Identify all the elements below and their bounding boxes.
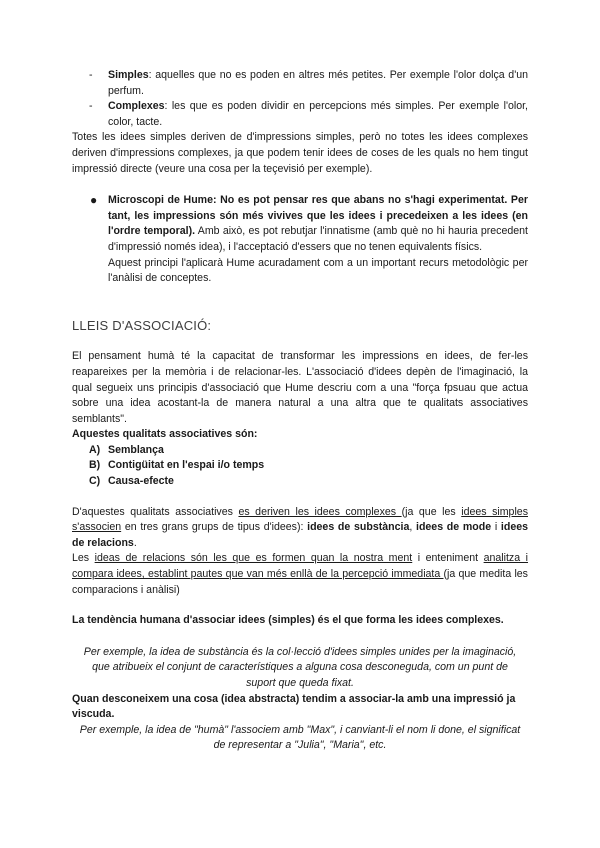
list-term: Simples [108, 69, 149, 81]
bullet-microscopi [72, 193, 528, 287]
list-item [72, 474, 528, 490]
bold-text: idees de mode [416, 521, 492, 534]
text-run: . [133, 536, 137, 549]
quality-label: Causa-efecte [108, 475, 174, 488]
list-item [72, 99, 528, 130]
document-page [72, 68, 528, 754]
list-term: Complexes [108, 100, 165, 113]
quality-label: Semblança [108, 443, 164, 456]
list-item [72, 443, 528, 459]
paragraph-idees-simples: Totes les idees simples deriven de d'impressions simples, però no totes les idees complexes deriven d'impressions complexes, ja que podem tenir idees de coses de les quals no hem tingut impressió directe (veure una cosa per la teçevisió per exemple). [72, 131, 528, 175]
text-run: i [491, 521, 501, 534]
bold-statement-tendencia: La tendència humana d'associar idees (simples) és el que forma les idees complexes. [72, 614, 504, 627]
text-run: i enteniment [412, 552, 484, 565]
qualities-title: Aquestes qualitats associatives són: [72, 428, 258, 441]
text-run: , [409, 521, 416, 534]
list-letter: A) [89, 443, 101, 456]
list-dash: - [89, 100, 93, 113]
underlined-text: es deriven les idees complexes [238, 505, 402, 518]
text-run: D'aquestes qualitats associatives [72, 505, 239, 518]
paragraph-relacions [72, 551, 528, 598]
quality-label: Contigüitat en l'espai i/o temps [108, 459, 265, 472]
text-run: (ja que medita les comparacions i anàlisi) [72, 568, 528, 596]
bullet-text: Amb això, es pot rebutjar l'innatisme (amb què no hi hauria precedent d'impressió només idea), i l'acceptació d'essers que no tenen equivalents físics. [108, 225, 528, 253]
text-run: en tres grans grups de tipus d'idees): [121, 521, 308, 534]
paragraph-qualitats [72, 505, 528, 552]
list-text: : aquelles que no es poden en altres més petites. Per exemple l'olor dolça d'un perfum. [108, 69, 528, 97]
list-item [72, 458, 528, 474]
bullet-bold-text: Microscopi de Hume: No es pot pensar res que abans no s'hagi experimentat. Per tant, les impressions són més vivives que les idees i precedeixen a les idees (en l'ordre temporal). [108, 194, 528, 238]
text-run: Les [72, 552, 95, 565]
list-letter: C) [89, 475, 101, 488]
text-run: (ja que les [401, 505, 462, 518]
bold-statement-desconeixem: Quan desconeixem una cosa (idea abstracta) tendim a associar-la amb una impressió ja viscuda. [72, 692, 516, 721]
bullet-dot: ● [90, 193, 98, 208]
bold-text: idees de substància [307, 521, 410, 534]
percepcions-list [72, 68, 528, 130]
section-heading: LLEIS D'ASSOCIACIÓ: [72, 317, 212, 333]
list-text: : les que es poden dividir en percepcions més simples. Per exemple l'olor, color, tacte. [108, 100, 528, 128]
underlined-text: analitza i compara idees, establint pautes que van més enllà de la percepció immediata [72, 552, 529, 581]
example-substancia: Per exemple, la idea de substància és la col·lecció d'idees simples unides per la imaginació, que atribueix el conjunt de característiques a alguna cosa desconeguda, com un punt de suport que queda fixat. [83, 645, 517, 689]
underlined-text: ideas de relacions són les que es formen quan la nostra ment [94, 552, 413, 565]
bold-text: idees de relacions [72, 521, 528, 549]
bullet-text-2: Aquest principi l'aplicarà Hume acuradament com a un important recurs metodològic per l'anàlisi de conceptes. [108, 256, 528, 285]
paragraph-pensament: El pensament humà té la capacitat de transformar les impressions en idees, de fer-les reapareixes per la memòria i de relacionar-les. L'associació d'idees depèn de l'imaginació, la qual segueix uns principis d'associació que Hume descriu com a una "força fpsuau que actua sobre una idea acostant-la de manera natural a una altra que te qualitats associatives semblants". [72, 350, 528, 425]
example-huma: Per exemple, la idea de "humà" l'associem amb "Max", i canviant-li el nom li done, el significat de representar a "Julia", "Maria", etc. [79, 723, 521, 752]
list-item [72, 68, 528, 99]
list-dash: - [89, 69, 93, 81]
qualities-list [72, 443, 528, 490]
underlined-text: idees simples s'associen [72, 505, 528, 534]
list-letter: B) [89, 459, 101, 472]
